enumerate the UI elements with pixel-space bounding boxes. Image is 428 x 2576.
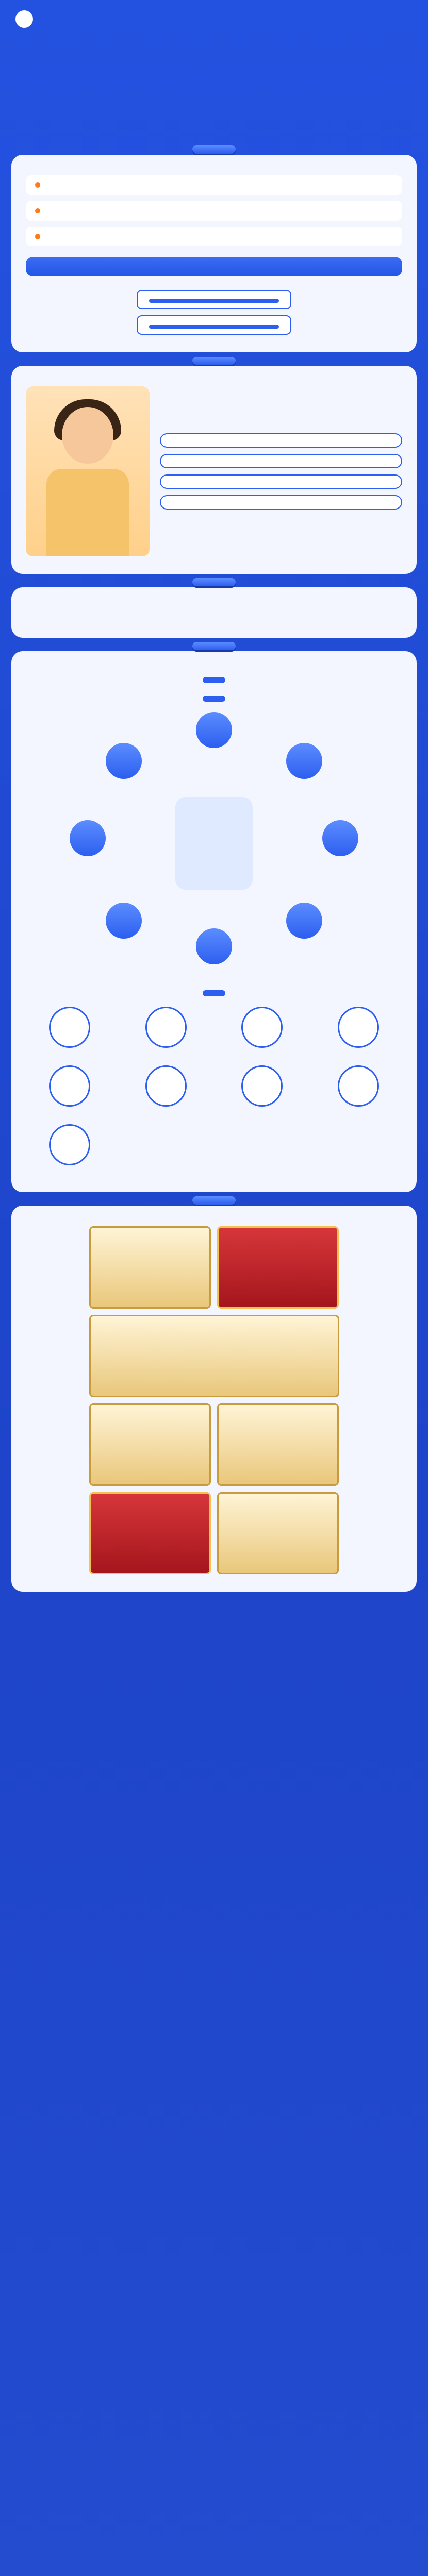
ring-node-icon	[322, 820, 358, 856]
face-shape	[62, 407, 113, 464]
audience-item	[160, 454, 402, 468]
feature-sub	[149, 299, 279, 303]
honor-certificate	[217, 1403, 339, 1486]
promo-box	[26, 257, 402, 276]
ring-node	[312, 820, 369, 859]
flow-step	[320, 1065, 397, 1111]
flow-step-icon	[241, 1065, 283, 1107]
ring-node-icon	[106, 903, 142, 939]
ring-node-icon	[106, 743, 142, 779]
flow-step	[223, 1007, 301, 1052]
ring-node	[59, 820, 116, 859]
core-ring	[49, 712, 379, 980]
honor-tag	[192, 1196, 236, 1205]
honor-certificate	[89, 1492, 211, 1574]
flow-step	[320, 1007, 397, 1052]
logo-icon	[15, 10, 33, 28]
header	[0, 0, 428, 155]
feature-sub	[149, 325, 279, 329]
schedule-section	[11, 587, 417, 638]
audience-item	[160, 433, 402, 448]
feature-pill	[137, 315, 291, 335]
honor-plaque	[89, 1226, 211, 1309]
flow-step-icon	[49, 1124, 90, 1165]
flow-step	[223, 1065, 301, 1111]
core-pill	[203, 696, 225, 702]
honor-photo	[217, 1492, 339, 1574]
ring-node	[276, 743, 333, 782]
audience-list	[160, 433, 402, 510]
flow-step	[127, 1007, 205, 1052]
ring-node	[95, 743, 152, 782]
flow-pill	[203, 990, 225, 996]
audience-tag	[192, 357, 236, 365]
ring-node-icon	[286, 743, 322, 779]
brand	[15, 10, 413, 28]
honor-section	[11, 1206, 417, 1592]
flow-step-icon	[338, 1065, 379, 1107]
intro-item	[26, 227, 402, 246]
flow-step	[31, 1065, 108, 1111]
ring-node	[95, 903, 152, 942]
flow-step	[127, 1065, 205, 1111]
flow-step-icon	[241, 1007, 283, 1048]
intro-tag	[192, 145, 236, 154]
ring-node	[186, 712, 242, 751]
team-section	[11, 651, 417, 1192]
flow-step-icon	[49, 1065, 90, 1107]
honor-plaque	[217, 1226, 339, 1309]
honor-grid	[26, 1226, 402, 1574]
schedule-tag	[192, 578, 236, 586]
team-pill	[203, 677, 225, 683]
ring-node	[276, 903, 333, 942]
honor-plaque	[89, 1315, 339, 1397]
ring-node	[186, 928, 242, 968]
selection-flow	[26, 1002, 402, 1175]
flow-step	[31, 1124, 108, 1170]
ring-node-icon	[196, 712, 232, 748]
mascot-illustration	[175, 797, 253, 890]
intro-item	[26, 201, 402, 221]
bullet-icon	[35, 208, 40, 213]
feature-pill	[137, 290, 291, 309]
bullet-icon	[35, 234, 40, 239]
ring-node-icon	[196, 928, 232, 964]
intro-section	[11, 155, 417, 352]
flow-step-icon	[338, 1007, 379, 1048]
flow-step-icon	[145, 1065, 187, 1107]
audience-section	[11, 366, 417, 574]
features-grid	[26, 290, 402, 335]
body-shape	[46, 469, 129, 556]
honor-certificate	[89, 1403, 211, 1486]
teacher-illustration	[26, 386, 150, 556]
bullet-icon	[35, 182, 40, 188]
intro-item	[26, 175, 402, 195]
ring-node-icon	[286, 903, 322, 939]
team-tag	[192, 642, 236, 650]
ring-node-icon	[70, 820, 106, 856]
audience-item	[160, 495, 402, 510]
audience-item	[160, 474, 402, 489]
audience-row	[26, 386, 402, 556]
flow-step-icon	[49, 1007, 90, 1048]
flow-step	[31, 1007, 108, 1052]
flow-step-icon	[145, 1007, 187, 1048]
